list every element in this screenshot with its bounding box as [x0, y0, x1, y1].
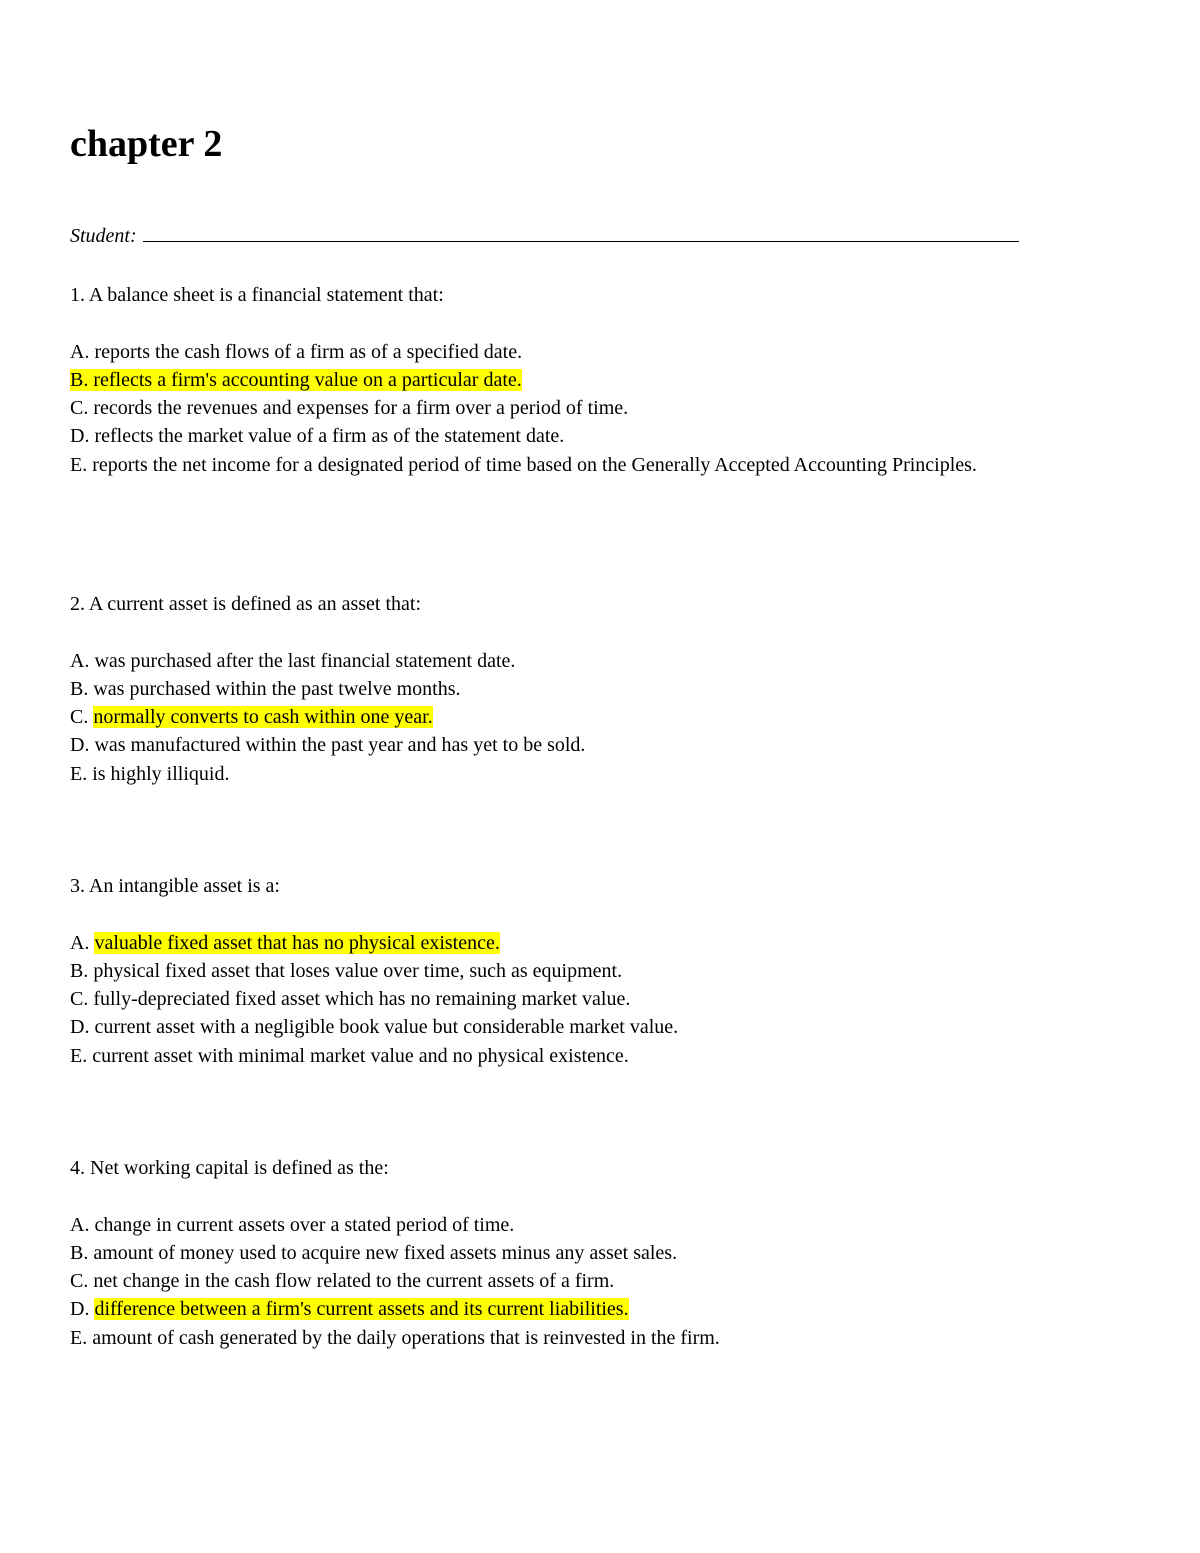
student-name-line — [70, 222, 1019, 250]
option-text: current asset with a negligible book value but considerable market value. — [94, 1016, 679, 1039]
option-letter: A. — [70, 931, 90, 954]
option-b — [70, 957, 1050, 985]
option-text: amount of money used to acquire new fixed assets minus any asset sales. — [93, 1241, 678, 1264]
option-letter: A. — [70, 340, 90, 363]
option-text: net change in the cash flow related to the current assets of a firm. — [93, 1270, 615, 1293]
option-letter: C. — [70, 1270, 89, 1293]
option-letter: E. — [70, 453, 88, 476]
option-d — [70, 731, 1050, 759]
highlighted-answer: difference between a firm's current assets and its current liabilities. — [94, 1298, 629, 1321]
option-d — [70, 422, 1050, 450]
option-letter: A. — [70, 1213, 90, 1236]
option-d — [70, 1013, 1050, 1041]
option-a — [70, 929, 1050, 957]
option-letter: D. — [70, 1298, 90, 1321]
option-a — [70, 338, 1050, 366]
question-stem: 3. An intangible asset is a: — [70, 875, 280, 897]
option-text: is highly illiquid. — [92, 762, 230, 785]
option-b — [70, 366, 1050, 394]
option-text: reports the cash flows of a firm as of a specified date. — [94, 340, 523, 363]
option-letter: E. — [70, 1044, 88, 1067]
option-letter: D. — [70, 425, 90, 448]
option-text: records the revenues and expenses for a firm over a period of time. — [93, 397, 629, 420]
option-letter: A. — [70, 649, 90, 672]
option-e — [70, 451, 1050, 479]
option-letter: B. — [70, 959, 89, 982]
option-text: change in current assets over a stated period of time. — [94, 1213, 515, 1236]
option-e — [70, 1042, 1050, 1070]
question-stem: 2. A current asset is defined as an asset that: — [70, 593, 422, 615]
option-letter: C. — [70, 397, 89, 420]
page-title: chapter 2 — [70, 123, 223, 165]
option-text: amount of cash generated by the daily operations that is reinvested in the firm. — [92, 1326, 720, 1349]
option-b — [70, 675, 1050, 703]
question-4 — [70, 1154, 1050, 1352]
highlighted-answer — [70, 369, 522, 391]
option-text: was purchased within the past twelve months. — [93, 677, 461, 700]
option-d — [70, 1295, 1050, 1323]
option-letter: B. — [70, 1241, 89, 1264]
question-3 — [70, 872, 1050, 1070]
option-letter: C. — [70, 706, 89, 729]
option-text: fully-depreciated fixed asset which has no remaining market value. — [93, 988, 631, 1011]
highlighted-answer: valuable fixed asset that has no physical existence. — [94, 931, 500, 954]
student-label: Student: — [70, 225, 137, 247]
option-letter: E. — [70, 762, 88, 785]
question-2 — [70, 590, 1050, 788]
option-text: current asset with minimal market value and no physical existence. — [92, 1044, 629, 1067]
option-text: was purchased after the last financial statement date. — [94, 649, 516, 672]
highlighted-answer: normally converts to cash within one year. — [93, 706, 433, 729]
option-e — [70, 1324, 1050, 1352]
option-a — [70, 1211, 1050, 1239]
option-c — [70, 1267, 1050, 1295]
option-text: physical fixed asset that loses value over time, such as equipment. — [93, 959, 623, 982]
option-b — [70, 1239, 1050, 1267]
option-letter: C. — [70, 988, 89, 1011]
option-letter: B. — [70, 368, 89, 391]
option-letter: B. — [70, 677, 89, 700]
question-stem: 4. Net working capital is defined as the: — [70, 1157, 389, 1179]
option-c — [70, 703, 1050, 731]
option-letter: E. — [70, 1326, 88, 1349]
option-c — [70, 394, 1050, 422]
student-name-blank — [143, 223, 1019, 242]
option-text: reflects the market value of a firm as of the statement date. — [94, 425, 565, 448]
option-e — [70, 760, 1050, 788]
option-c — [70, 985, 1050, 1013]
option-letter: D. — [70, 734, 90, 757]
question-stem: 1. A balance sheet is a financial statement that: — [70, 284, 444, 306]
option-text: was manufactured within the past year and has yet to be sold. — [94, 734, 586, 757]
option-text: reflects a firm's accounting value on a particular date. — [93, 368, 522, 391]
question-1 — [70, 281, 1050, 479]
option-text: reports the net income for a designated period of time based on the Generally Accepted Accounting Principles. — [92, 453, 977, 476]
option-letter: D. — [70, 1016, 90, 1039]
option-a — [70, 647, 1050, 675]
